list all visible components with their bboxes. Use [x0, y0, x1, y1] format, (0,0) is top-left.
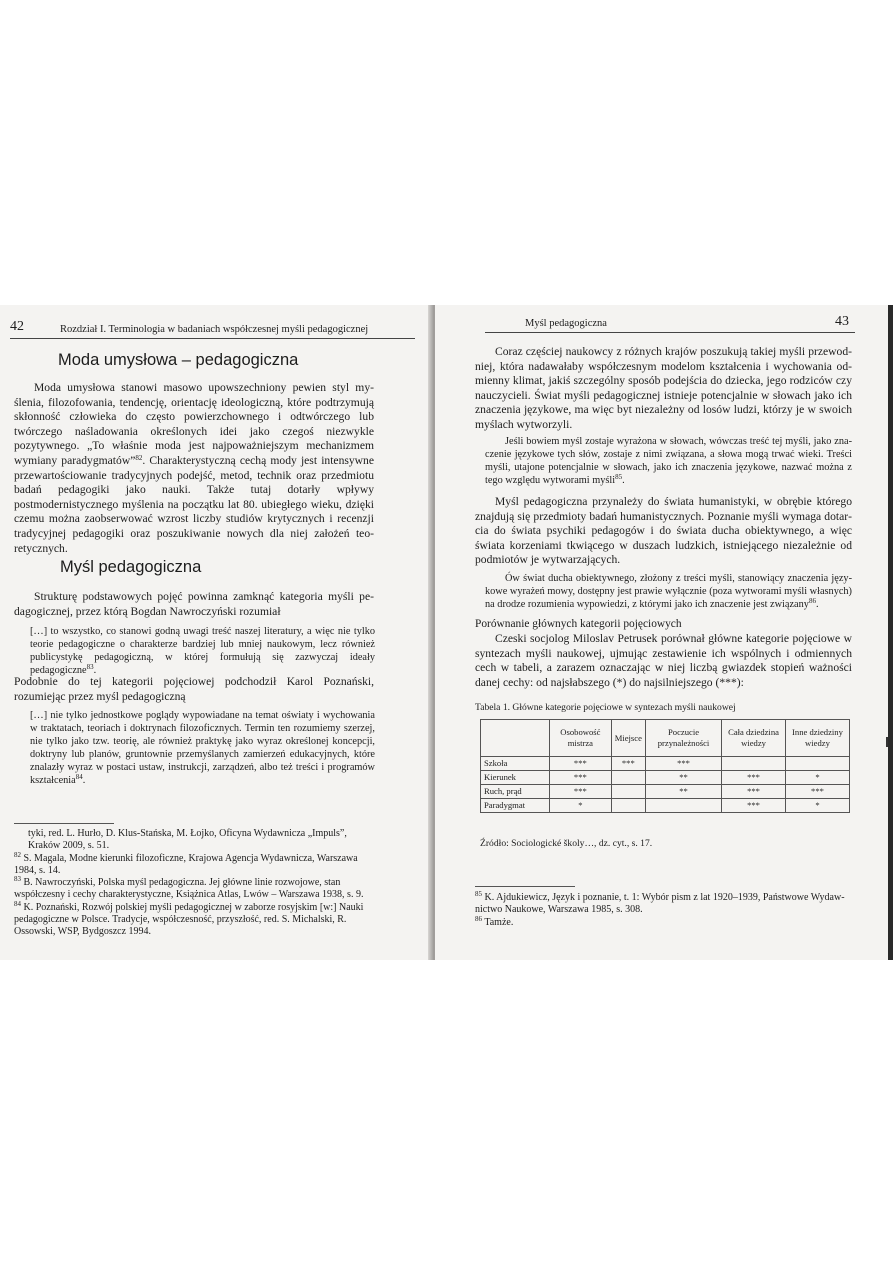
subheading: Porównanie głównych kategorii pojęciowych — [475, 618, 682, 630]
table-header-row — [481, 720, 850, 757]
running-header: Rozdział I. Terminologia w badaniach współczesnej myśli pedagogicznej — [60, 324, 369, 335]
table-header-cell: Miejsce — [611, 720, 645, 757]
table-cell: *** — [722, 799, 786, 813]
table-cell — [785, 757, 849, 771]
table-cell — [611, 799, 645, 813]
block-quote: Jeśli bowiem myśl zostaje wyrażona w słowach, wówczas treść tej myśli, jako znaczenie językowe tych słów, zostaje z nimi związana, a słowa mogą trwać wieki. Treści myśli, utajone potencjalnie w słowach, jako ich znaczenia językowe, nazwać można z tego względu wytworami myśli$^{85}$. — [485, 436, 852, 486]
page-edge — [888, 305, 893, 960]
table-cell — [722, 757, 786, 771]
row-label: Kierunek — [481, 771, 550, 785]
table-cell: *** — [722, 785, 786, 799]
table-cell: *** — [550, 757, 612, 771]
paragraph: Moda umysłowa stanowi masowo upowszechniony pewien styl myślenia, filozofowania, tendencję, orientację ideologiczną, które podtrzymują skłonność człowieka do często powierzchownego i odtwórczego lub twórczego naśladowania określonych idei jako czegoś niezwykle pozytywnego. „To właśnie moda jest najpoważniejszym mechanizmem wymiany paradygmatów”$^{82}$. Charakterystyczną cechą mody jest intensywne przewartościowanie tradycyjnych podejść, metod, technik oraz przedmiotu badań pedagogiki jako nauki. Także tutaj dotarły wpływy postmodernistycznego myślenia na początku lat 80. ubiegłego wieku, dzięki czemu można zaobserwować wzrost liczby studiów krytycznych i recenzji tradycyjnej pedagogiki oraz poszukiwanie nowych dla niej założeń teoretycznych. — [14, 381, 375, 555]
footnote: $^{86}$ Tamże. — [475, 915, 514, 928]
table-row — [481, 771, 850, 785]
right-page — [435, 305, 888, 960]
block-quote: […] to wszystko, co stanowi godną uwagi treść naszej literatury, a więc nie tylko teorie pedagogiczne o charakterze bardziej lub mniej naukowym, lecz również publicystykę pedagogiczną, w której formułują się zazwyczaj ideały pedagogiczne$^{83}$. — [30, 626, 375, 676]
table-cell: * — [785, 771, 849, 785]
page-number: 42 — [10, 319, 24, 334]
footnote: $^{85}$ K. Ajdukiewicz, Język i poznanie, t. 1: Wybór pism z lat 1920–1939, Państwowe Wydawnictwo Naukowe, Warszawa 1985, s. 308. — [475, 890, 845, 916]
table-header-cell: Poczucie przynależności — [645, 720, 721, 757]
table-header-cell: Cała dziedzina wiedzy — [722, 720, 786, 757]
table-cell: *** — [550, 785, 612, 799]
table-cell: * — [550, 799, 612, 813]
table-row — [481, 799, 850, 813]
header-rule — [10, 338, 415, 339]
table-source: Źródło: Sociologické školy…, dz. cyt., s. 17. — [480, 838, 653, 849]
edge-mark — [886, 737, 888, 747]
row-label: Paradygmat — [481, 799, 550, 813]
block-quote: […] nie tylko jednostkowe poglądy wypowiadane na temat oświaty i wychowania w traktatach, teoriach i doktrynach filozoficznych. Termin ten rozumiemy szerzej, nie tylko jako tzw. teorię, ale również praktykę jako wyraz określonej koncepcji, doktryny lub planów, gruntownie przemyślanych zamierzeń edukacyjnych, które znalazły wyraz w postaci ustaw, instrukcji, zarządzeń, albo też treści i programów kształcenia$^{84}$. — [30, 710, 375, 786]
categories-table — [480, 719, 850, 813]
table-row — [481, 785, 850, 799]
section-heading: Myśl pedagogiczna — [60, 558, 202, 576]
footnote: $^{83}$ B. Nawroczyński, Polska myśl pedagogiczna. Jej główne linie rozwojowe, stan współczesny i cechy charakterystyczne, Książnica Atlas, Lwów – Warszawa 1938, s. 9. — [14, 875, 364, 901]
footnote: $^{84}$ K. Poznański, Rozwój polskiej myśli pedagogicznej w zaborze rosyjskim [w:] Nauki pedagogiczne w Polsce. Tradycje, współczesność, przyszłość, red. S. Michalski, R. Ossowski, WSP, Bydgoszcz 1994. — [14, 900, 364, 938]
table-cell: *** — [722, 771, 786, 785]
table-cell: *** — [611, 757, 645, 771]
table-cell — [611, 785, 645, 799]
table-cell — [645, 799, 721, 813]
paragraph: Strukturę podstawowych pojęć powinna zamknąć kategoria myśli pedagogicznej, przez którą Bogdan Nawroczyński rozumiał — [14, 590, 374, 618]
table-header-cell: Osobowość mistrza — [550, 720, 612, 757]
table-cell: *** — [550, 771, 612, 785]
table-cell: * — [785, 799, 849, 813]
row-label: Szkoła — [481, 757, 550, 771]
paragraph: Myśl pedagogiczna przynależy do świata humanistyki, w obrębie którego znajdują się przedmioty badań humanistycznych. Poznanie myśli wymaga dotarcia do świata psychiki pedagogów i do świata ducha obiektywnego, a więc świata korzeniami tkwiącego w duszach ludzkich, istniejącego niezależnie od podmiotów je wytwarzających. — [475, 495, 852, 567]
row-label: Ruch, prąd — [481, 785, 550, 799]
left-page — [0, 305, 433, 960]
footnote-rule — [475, 886, 575, 887]
footnote: $^{82}$ S. Magala, Modne kierunki filozoficzne, Krajowa Agencja Wydawnicza, Warszawa 1984, s. 14. — [14, 851, 358, 877]
table-caption: Tabela 1. Główne kategorie pojęciowe w syntezach myśli naukowej — [475, 702, 736, 713]
paragraph: Podobnie do tej kategorii pojęciowej podchodził Karol Poznański, rozumiejąc przez myśl pedagogiczną — [14, 675, 374, 703]
header-rule — [485, 332, 855, 333]
table-cell — [611, 771, 645, 785]
table-cell: *** — [645, 757, 721, 771]
book-spread — [0, 305, 893, 960]
table-header-cell — [481, 720, 550, 757]
footnote: tyki, red. L. Hurło, D. Klus-Stańska, M. Łojko, Oficyna Wydawnicza „Impuls”, Kraków 2009, s. 51. — [28, 828, 347, 852]
table-header-cell: Inne dziedziny wiedzy — [785, 720, 849, 757]
section-heading: Moda umysłowa – pedagogiczna — [58, 351, 299, 369]
table-row — [481, 757, 850, 771]
paragraph: Czeski socjolog Miloslav Petrusek porównał główne kategorie pojęciowe w syntezach myśli naukowej, ujmując zestawienie ich wspólnych i odmiennych cech w tabeli, a zarazem oznaczając w niej liczbą gwiazdek stopień ważności danej cechy: od najsłabszego (*) do najsilniejszego (***): — [475, 632, 852, 689]
table-cell: ** — [645, 785, 721, 799]
table-cell: ** — [645, 771, 721, 785]
block-quote: Ów świat ducha obiektywnego, złożony z treści myśli, stanowiący znaczenia językowe wyrażeń mowy, dostępny jest prawie wyłącznie (poza wytworami myśli własnych) na drodze rozumienia wypowiedzi, z którymi jako ich znaczenie jest związany$^{86}$. — [485, 573, 852, 610]
footnote-rule — [14, 823, 114, 824]
running-header: Myśl pedagogiczna — [525, 318, 607, 329]
page-number: 43 — [835, 314, 849, 329]
paragraph: Coraz częściej naukowcy z różnych krajów poszukują takiej myśli przewodniej, która nadawałaby współczesnym modelom kształcenia i wychowania odmienny klimat, jakiś szczególny sposób podejścia do dziecka, jego rodziców czy nauczycieli. Świat myśli pedagogicznej istnieje potencjalnie w słowach jako ich znaczenia językowe, ma więc byt niezależny od losów ludzi, którzy je w swoich myślach wytworzyli. — [475, 345, 852, 431]
table-cell: *** — [785, 785, 849, 799]
